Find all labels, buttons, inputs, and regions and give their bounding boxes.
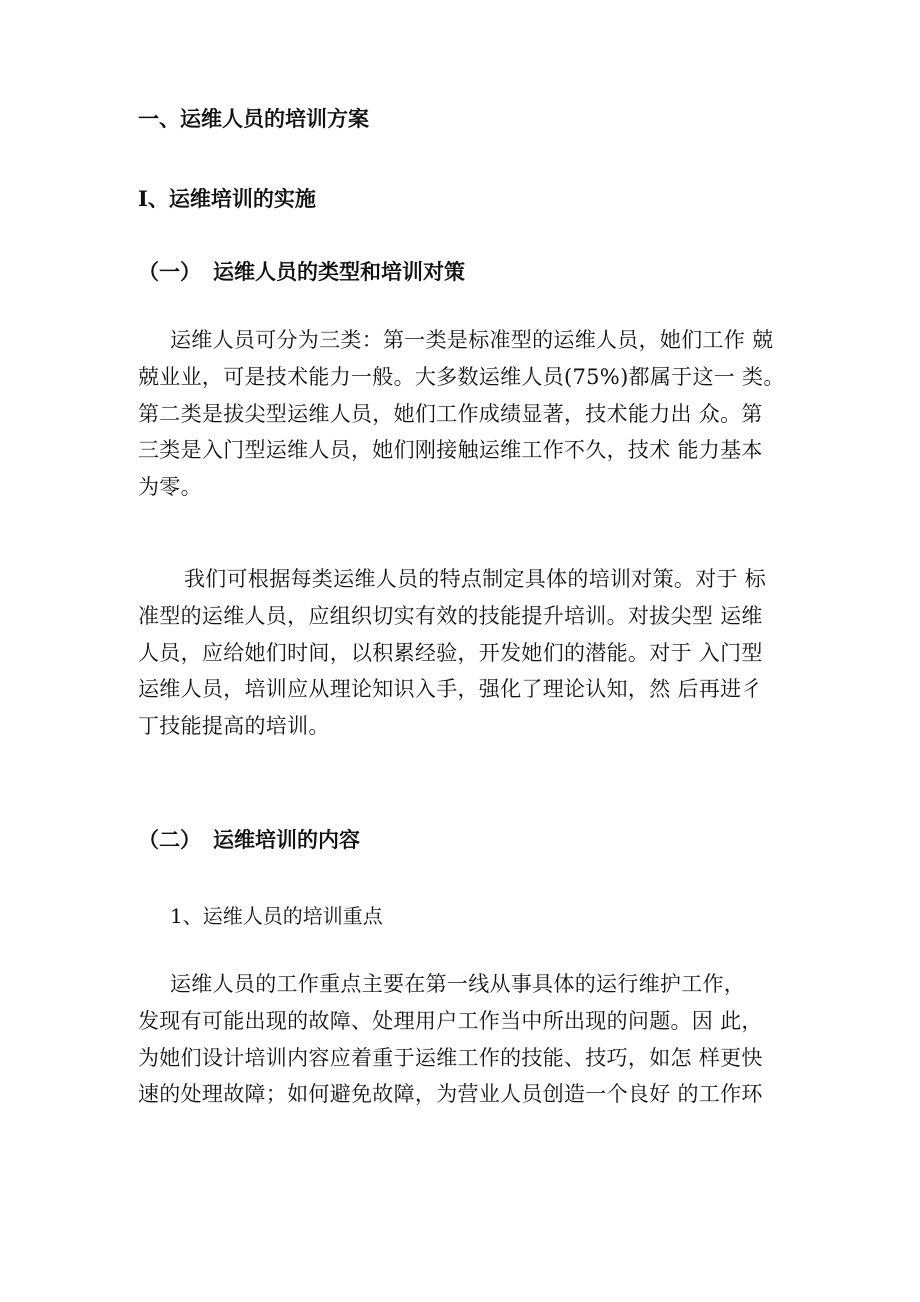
paragraph-line: 兢业业，可是技术能力一般。大多数运维人员(75%)都属于这一 类。 — [138, 364, 785, 389]
paragraph-staff-types — [138, 322, 798, 506]
heading-text: 运维培训的内容 — [213, 827, 360, 852]
paragraph-line: 发现有可能出现的故障、处理用户工作当中所出现的问题。因 此， — [138, 1008, 763, 1033]
heading-text: 运维人员的类型和培训对策 — [213, 259, 465, 284]
paragraph-line: 运维人员的工作重点主要在第一线从事具体的运行维护工作， — [170, 972, 746, 996]
heading-types-and-strategies — [138, 257, 465, 287]
paragraph-line: 速的处理故障；如何避免故障，为营业人员创造一个良好 的工作环 — [138, 1082, 763, 1107]
paragraph-line: 为零。 — [138, 475, 202, 500]
paragraph-line: 三类是入门型运维人员，她们刚接触运维工作不久，技术 能力基本 — [138, 438, 763, 463]
paragraph-line: 运维人员可分为三类：第一类是标准型的运维人员，她们工作 兢 — [170, 328, 774, 352]
paragraph-training-strategies — [138, 561, 798, 745]
paragraph-line: 丁技能提高的培训。 — [138, 714, 330, 739]
heading-training-implementation: I、运维培训的实施 — [138, 186, 316, 211]
subheading-training-focus: 1、运维人员的培训重点 — [170, 904, 383, 928]
heading-training-plan: 一、运维人员的培训方案 — [138, 106, 369, 131]
heading-number: （二） — [138, 827, 201, 852]
paragraph-work-focus — [138, 966, 798, 1113]
paragraph-line: 为她们设计培训内容应着重于运维工作的技能、技巧，如怎 样更快 — [138, 1045, 763, 1070]
paragraph-line: 运维人员，培训应从理论知识入手，强化了理论认知，然 后再进彳 — [138, 677, 763, 702]
paragraph-line: 人员，应给她们时间，以积累经验，开发她们的潜能。对于 入门型 — [138, 640, 763, 665]
heading-number: （一） — [138, 259, 201, 284]
paragraph-line: 第二类是拔尖型运维人员，她们工作成绩显著，技术能力出 众。第 — [138, 401, 763, 426]
heading-training-content — [138, 825, 360, 855]
paragraph-line: 准型的运维人员，应组织切实有效的技能提升培训。对拔尖型 运维 — [138, 603, 763, 628]
paragraph-line: 我们可根据每类运维人员的特点制定具体的培训对策。对于 标 — [184, 567, 767, 591]
